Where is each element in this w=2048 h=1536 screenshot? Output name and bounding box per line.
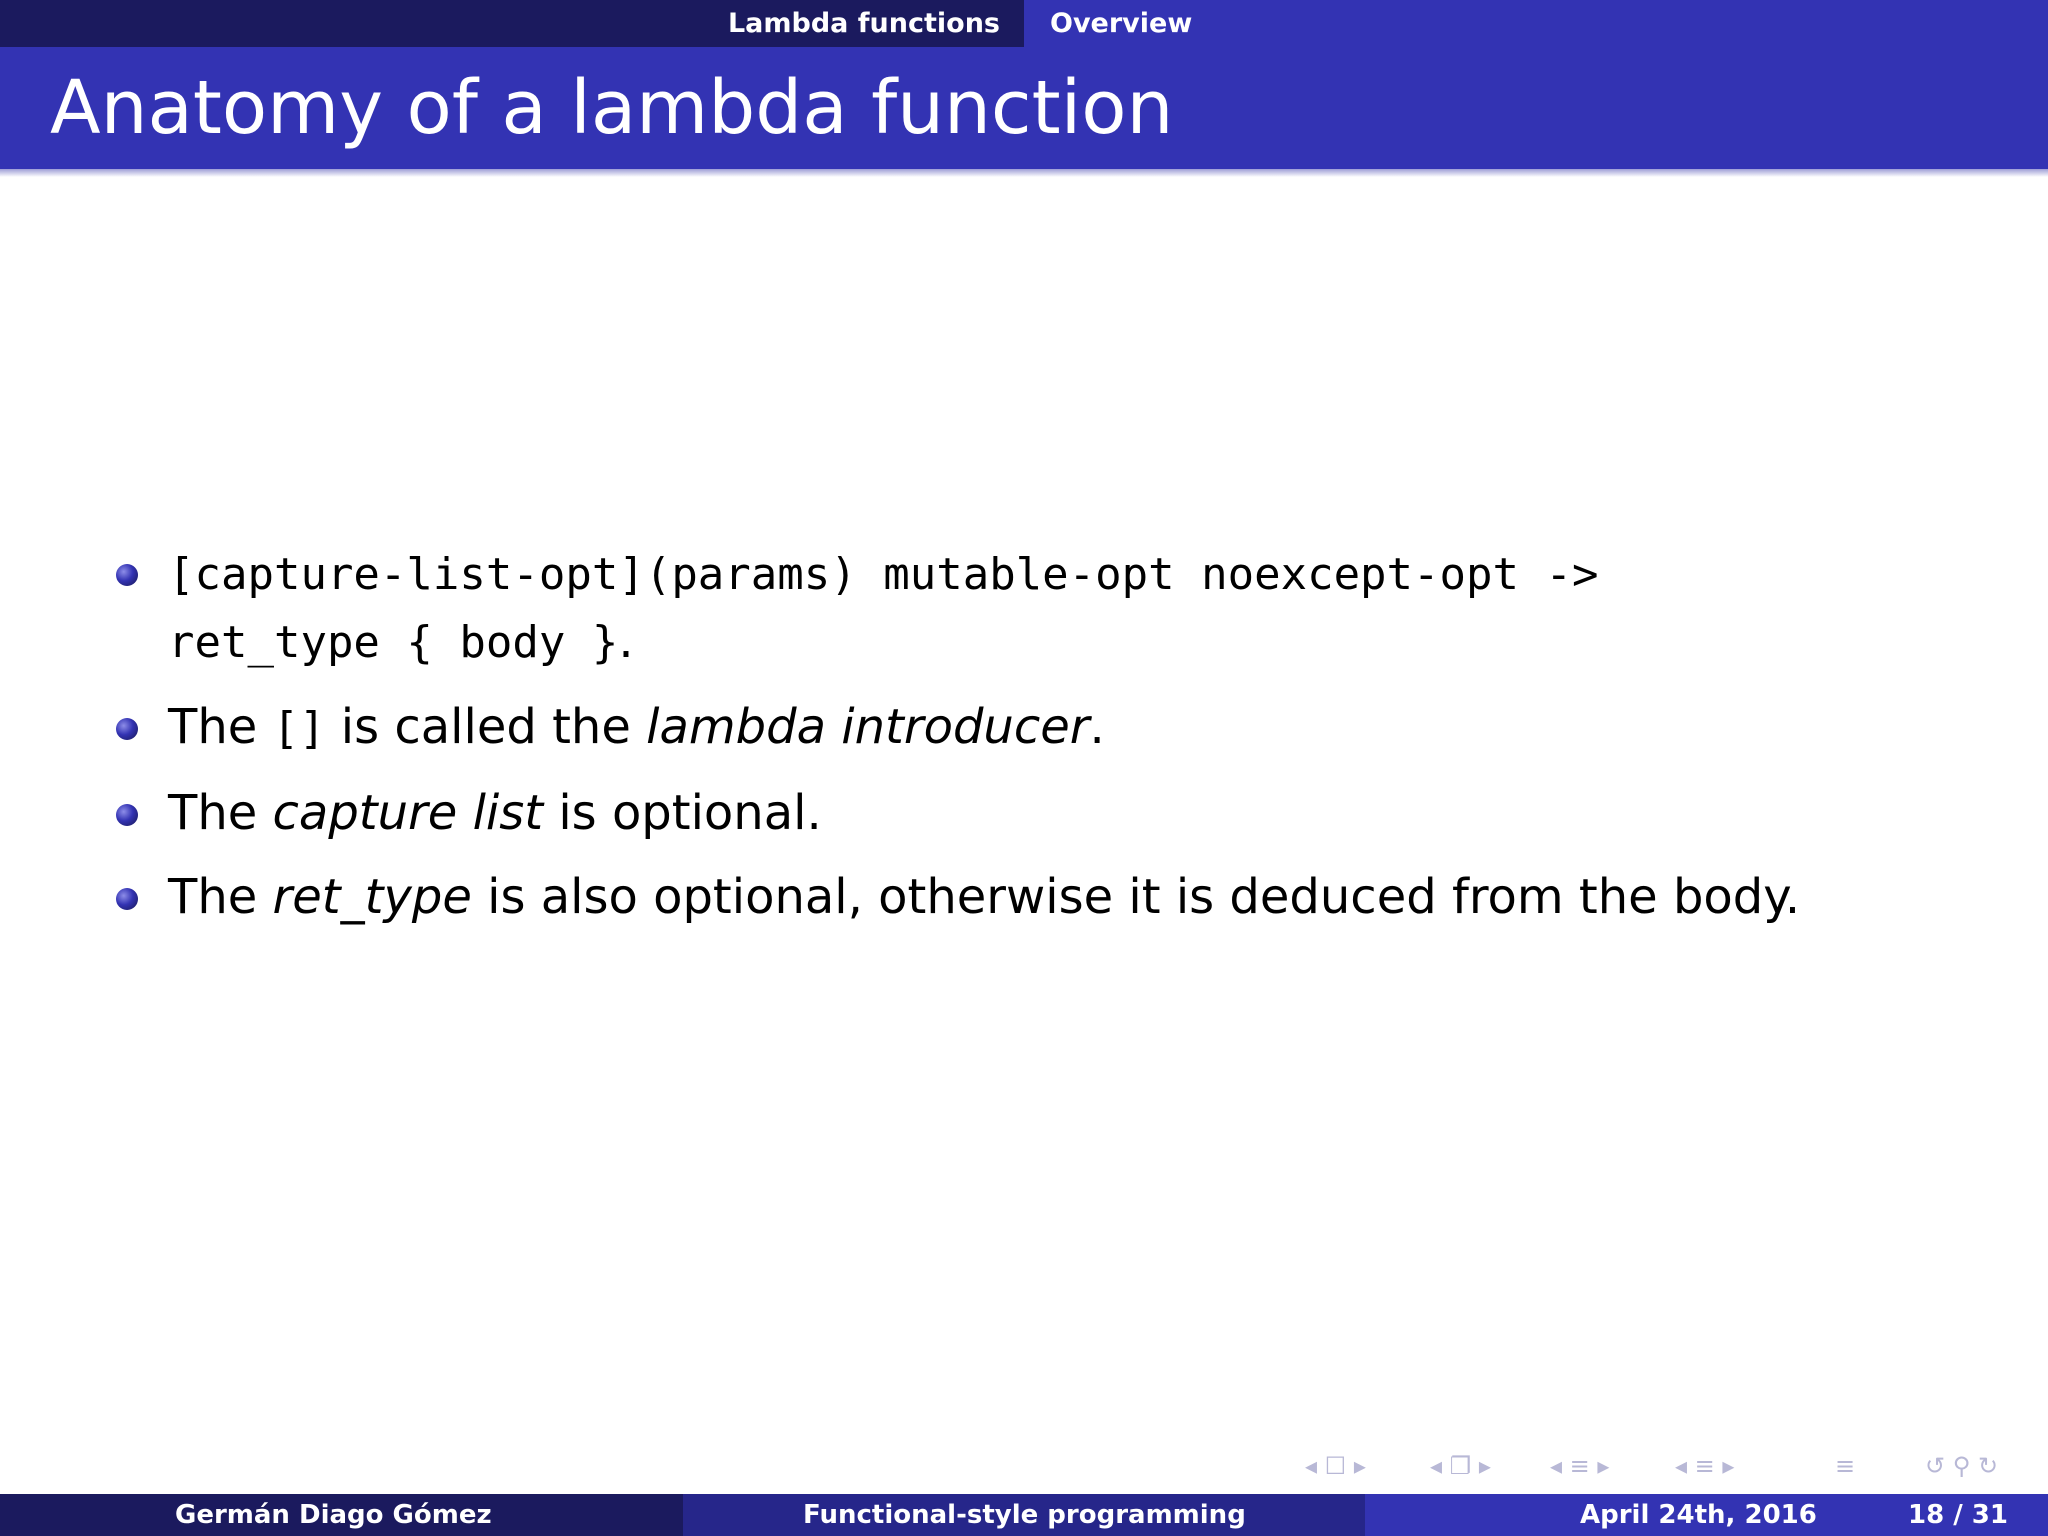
term-ret-type: ret_type	[272, 869, 472, 925]
frame-nav-icons[interactable]: ◂ ❐ ▸	[1430, 1452, 1491, 1480]
footer-bar	[0, 1494, 2048, 1536]
text-post: is also optional, otherwise it is deduced from the body.	[471, 869, 1801, 925]
bullet-icon	[116, 718, 138, 740]
introducer-code: []	[272, 703, 326, 754]
footer-date-box	[1365, 1494, 2048, 1536]
footer-author-box	[0, 1494, 683, 1536]
bullet-list	[112, 540, 1992, 948]
footer-title: Functional-style programming	[803, 1500, 1246, 1530]
footer-page-number: 18 / 31	[1908, 1500, 2008, 1530]
slide-nav-icons[interactable]: ◂ ☐ ▸	[1305, 1452, 1366, 1480]
nav-section-link[interactable]: Lambda functions	[727, 8, 1000, 39]
top-nav-subsection-area	[1024, 0, 2048, 47]
bullet-item-ret-type	[112, 864, 1992, 930]
bullet-item-syntax	[112, 540, 1992, 676]
bullet-icon	[116, 804, 138, 826]
search-icon[interactable]: ↺ ⚲ ↻	[1925, 1452, 1999, 1480]
footer-author: Germán Diago Gómez	[175, 1500, 492, 1530]
term-lambda-introducer: lambda introducer	[646, 699, 1090, 755]
subsection-nav-icons[interactable]: ◂ ≡ ▸	[1550, 1452, 1610, 1480]
text-mid: is called the	[325, 699, 647, 755]
text-post: .	[1089, 699, 1105, 755]
document-nav-icon[interactable]: ≡	[1835, 1452, 1856, 1480]
text-pre: The	[168, 869, 273, 925]
lambda-syntax-line1: [capture-list-opt](params) mutable-opt noexcept-opt ->	[168, 549, 1599, 600]
footer-title-box	[683, 1494, 1365, 1536]
frame-title-bar	[0, 47, 2048, 169]
text-post: is optional.	[543, 785, 822, 841]
nav-subsection-link[interactable]: Overview	[1050, 8, 1193, 39]
bullet-item-introducer	[112, 694, 1992, 762]
bullet-item-capture-list	[112, 780, 1992, 846]
top-navigation-bar	[0, 0, 2048, 47]
title-bar-shadow	[0, 169, 2048, 177]
bullet-icon	[116, 564, 138, 586]
frame-title: Anatomy of a lambda function	[50, 65, 1174, 151]
text-pre: The	[168, 699, 273, 755]
lambda-syntax-line2: ret_type { body }	[168, 617, 619, 668]
top-nav-section-area	[0, 0, 1024, 47]
term-capture-list: capture list	[272, 785, 544, 841]
bullet-icon	[116, 888, 138, 910]
text-pre: The	[168, 785, 273, 841]
section-nav-icons[interactable]: ◂ ≡ ▸	[1675, 1452, 1735, 1480]
footer-date: April 24th, 2016	[1580, 1500, 1817, 1530]
syntax-suffix: .	[618, 613, 634, 669]
navigation-symbols	[1300, 1448, 2040, 1484]
